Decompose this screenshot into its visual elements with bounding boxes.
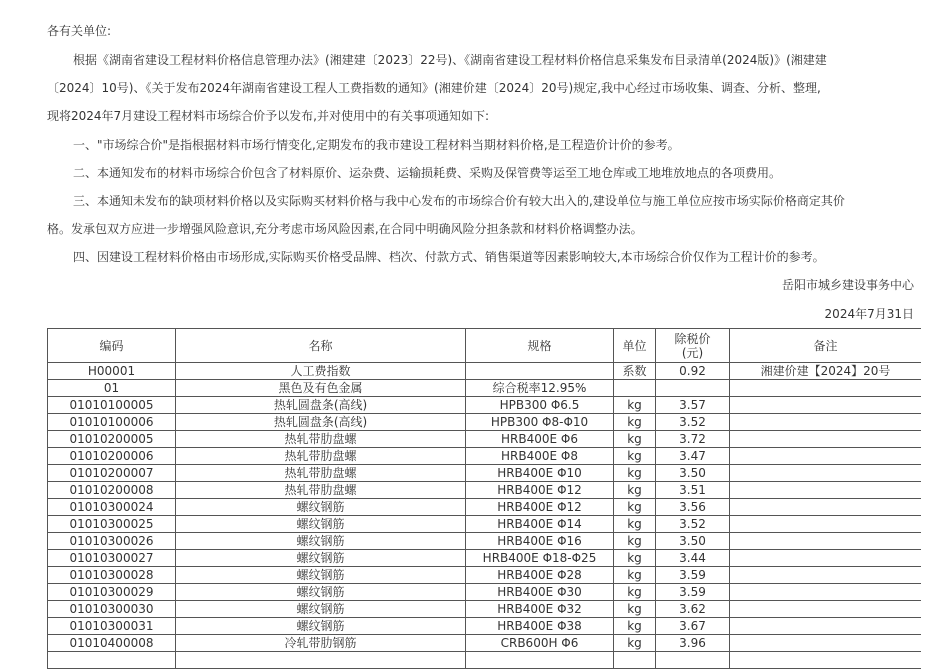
cell-empty — [466, 652, 614, 669]
cell-name: 热轧带肋盘螺 — [176, 482, 466, 499]
cell-empty — [48, 652, 176, 669]
header-spec: 规格 — [466, 329, 614, 363]
table-row — [48, 363, 922, 380]
table-row — [48, 516, 922, 533]
cell-spec: HRB400E Φ12 — [466, 499, 614, 516]
cell-spec: HRB400E Φ14 — [466, 516, 614, 533]
cell-name: 人工费指数 — [176, 363, 466, 380]
notice-item-4: 四、因建设工程材料价格由市场形成,实际购买价格受品牌、档次、付款方式、销售渠道等因素影响较大,本市场综合价仅作为工程计价的参考。 — [73, 250, 825, 264]
notice-item-2: 二、本通知发布的材料市场综合价包含了材料原价、运杂费、运输损耗费、采购及保管费等运至工地仓库或工地堆放地点的各项费用。 — [73, 166, 782, 180]
cell-code: 01010300030 — [48, 601, 176, 618]
notice-item-3: 三、本通知未发布的缺项材料价格以及实际购买材料价格与我中心发布的市场综合价有较大出入的,建设单位与施工单位应按市场实际价格商定其价 — [73, 194, 845, 208]
cell-note — [730, 431, 922, 448]
cell-name: 螺纹钢筋 — [176, 567, 466, 584]
cell-note — [730, 499, 922, 516]
cell-code: 01010400008 — [48, 635, 176, 652]
cell-spec: 综合税率12.95% — [466, 380, 614, 397]
cell-note — [730, 584, 922, 601]
salutation: 各有关单位: — [47, 24, 112, 38]
cell-empty — [176, 652, 466, 669]
cell-spec: CRB600H Φ6 — [466, 635, 614, 652]
cell-empty — [730, 652, 922, 669]
cell-code: 01010100006 — [48, 414, 176, 431]
cell-note — [730, 380, 922, 397]
table-header-row — [48, 329, 922, 363]
cell-price — [656, 380, 730, 397]
cell-empty — [656, 652, 730, 669]
cell-name: 黑色及有色金属 — [176, 380, 466, 397]
cell-code: 01010200006 — [48, 448, 176, 465]
table-row — [48, 550, 922, 567]
intro-paragraph-line: 〔2024〕10号)、《关于发布2024年湖南省建设工程人工费指数的通知》(湘建价建〔2024〕20号)规定,我中心经过市场收集、调查、分析、整理, — [47, 81, 821, 95]
cell-note — [730, 482, 922, 499]
cell-name: 热轧带肋盘螺 — [176, 431, 466, 448]
header-price-line1: 除税价 — [674, 331, 711, 346]
cell-unit: kg — [614, 635, 656, 652]
cell-name: 热轧带肋盘螺 — [176, 465, 466, 482]
price-table-container — [47, 328, 921, 672]
cell-note — [730, 635, 922, 652]
cell-spec — [466, 363, 614, 380]
cell-note — [730, 414, 922, 431]
table-row — [48, 431, 922, 448]
table-row — [48, 397, 922, 414]
cell-name: 螺纹钢筋 — [176, 601, 466, 618]
cell-spec: HPB300 Φ8-Φ10 — [466, 414, 614, 431]
cell-unit: kg — [614, 584, 656, 601]
cell-note — [730, 601, 922, 618]
issuer-signature: 岳阳市城乡建设事务中心 — [781, 278, 914, 292]
cell-spec: HRB400E Φ16 — [466, 533, 614, 550]
cell-spec: HRB400E Φ38 — [466, 618, 614, 635]
cell-code: 01010100005 — [48, 397, 176, 414]
cell-name: 螺纹钢筋 — [176, 584, 466, 601]
notice-item-3-continued: 格。发承包双方应进一步增强风险意识,充分考虑市场风险因素,在合同中明确风险分担条款和材料价格调整办法。 — [47, 222, 643, 236]
cell-code: 01010300031 — [48, 618, 176, 635]
cell-code: 01010200008 — [48, 482, 176, 499]
price-table-body — [48, 363, 922, 669]
cell-unit: kg — [614, 516, 656, 533]
table-row — [48, 380, 922, 397]
table-row — [48, 465, 922, 482]
cell-spec: HPB300 Φ6.5 — [466, 397, 614, 414]
cell-note: 湘建价建【2024】20号 — [730, 363, 922, 380]
cell-code: 01010300025 — [48, 516, 176, 533]
intro-paragraph-line: 现将2024年7月建设工程材料市场综合价予以发布,并对使用中的有关事项通知如下: — [47, 109, 490, 123]
notice-item-1: 一、"市场综合价"是指根据材料市场行情变化,定期发布的我市建设工程材料当期材料价格,是工程造价计价的参考。 — [73, 138, 680, 152]
cell-code: 01010200005 — [48, 431, 176, 448]
table-row — [48, 499, 922, 516]
cell-unit: kg — [614, 431, 656, 448]
cell-spec: HRB400E Φ12 — [466, 482, 614, 499]
header-unit: 单位 — [614, 329, 656, 363]
cell-name: 热轧带肋盘螺 — [176, 448, 466, 465]
header-note: 备注 — [730, 329, 922, 363]
cell-unit: kg — [614, 465, 656, 482]
cell-code: 01010300028 — [48, 567, 176, 584]
table-row — [48, 482, 922, 499]
cell-note — [730, 567, 922, 584]
cell-unit: kg — [614, 397, 656, 414]
cell-price: 3.96 — [656, 635, 730, 652]
cell-unit: kg — [614, 618, 656, 635]
cell-spec: HRB400E Φ28 — [466, 567, 614, 584]
cell-code: 01 — [48, 380, 176, 397]
cell-price: 3.56 — [656, 499, 730, 516]
cell-note — [730, 397, 922, 414]
cell-code: 01010300026 — [48, 533, 176, 550]
cell-code: 01010300029 — [48, 584, 176, 601]
cell-code: 01010300024 — [48, 499, 176, 516]
cell-unit: kg — [614, 448, 656, 465]
cell-name: 螺纹钢筋 — [176, 499, 466, 516]
cell-spec: HRB400E Φ30 — [466, 584, 614, 601]
cell-price: 3.59 — [656, 584, 730, 601]
cell-name: 冷轧带肋钢筋 — [176, 635, 466, 652]
cell-price: 3.67 — [656, 618, 730, 635]
table-row-empty — [48, 652, 922, 669]
cell-code: H00001 — [48, 363, 176, 380]
table-row — [48, 448, 922, 465]
table-row — [48, 635, 922, 652]
cell-unit: kg — [614, 533, 656, 550]
cell-code: 01010200007 — [48, 465, 176, 482]
cell-name: 热轧圆盘条(高线) — [176, 397, 466, 414]
cell-unit: kg — [614, 414, 656, 431]
cell-spec: HRB400E Φ6 — [466, 431, 614, 448]
cell-price: 3.50 — [656, 465, 730, 482]
cell-spec: HRB400E Φ8 — [466, 448, 614, 465]
cell-note — [730, 465, 922, 482]
cell-price: 3.47 — [656, 448, 730, 465]
cell-note — [730, 550, 922, 567]
table-row — [48, 567, 922, 584]
cell-name: 螺纹钢筋 — [176, 550, 466, 567]
cell-price: 3.52 — [656, 516, 730, 533]
cell-unit: kg — [614, 601, 656, 618]
cell-price: 3.52 — [656, 414, 730, 431]
cell-price: 3.44 — [656, 550, 730, 567]
intro-paragraph-line: 根据《湖南省建设工程材料价格信息管理办法》(湘建建〔2023〕22号)、《湖南省建设工程材料价格信息采集发布目录清单(2024版)》(湘建建 — [73, 53, 827, 67]
header-price — [656, 329, 730, 363]
cell-spec: HRB400E Φ18-Φ25 — [466, 550, 614, 567]
cell-name: 热轧圆盘条(高线) — [176, 414, 466, 431]
cell-empty — [614, 652, 656, 669]
cell-unit: kg — [614, 499, 656, 516]
cell-unit — [614, 380, 656, 397]
cell-price: 3.57 — [656, 397, 730, 414]
header-code: 编码 — [48, 329, 176, 363]
table-row — [48, 601, 922, 618]
issue-date: 2024年7月31日 — [824, 307, 914, 321]
cell-unit: 系数 — [614, 363, 656, 380]
cell-note — [730, 618, 922, 635]
cell-price: 3.50 — [656, 533, 730, 550]
cell-price: 3.62 — [656, 601, 730, 618]
table-row — [48, 414, 922, 431]
cell-price: 0.92 — [656, 363, 730, 380]
cell-price: 3.72 — [656, 431, 730, 448]
cell-spec: HRB400E Φ32 — [466, 601, 614, 618]
cell-price: 3.59 — [656, 567, 730, 584]
cell-spec: HRB400E Φ10 — [466, 465, 614, 482]
header-name: 名称 — [176, 329, 466, 363]
header-price-line2: (元) — [681, 345, 704, 360]
cell-code: 01010300027 — [48, 550, 176, 567]
cell-price: 3.51 — [656, 482, 730, 499]
table-row — [48, 533, 922, 550]
table-row — [48, 618, 922, 635]
cell-note — [730, 516, 922, 533]
cell-unit: kg — [614, 567, 656, 584]
cell-name: 螺纹钢筋 — [176, 533, 466, 550]
cell-unit: kg — [614, 482, 656, 499]
cell-name: 螺纹钢筋 — [176, 516, 466, 533]
cell-unit: kg — [614, 550, 656, 567]
table-row — [48, 584, 922, 601]
cell-note — [730, 533, 922, 550]
cell-note — [730, 448, 922, 465]
cell-name: 螺纹钢筋 — [176, 618, 466, 635]
price-table — [47, 328, 921, 669]
